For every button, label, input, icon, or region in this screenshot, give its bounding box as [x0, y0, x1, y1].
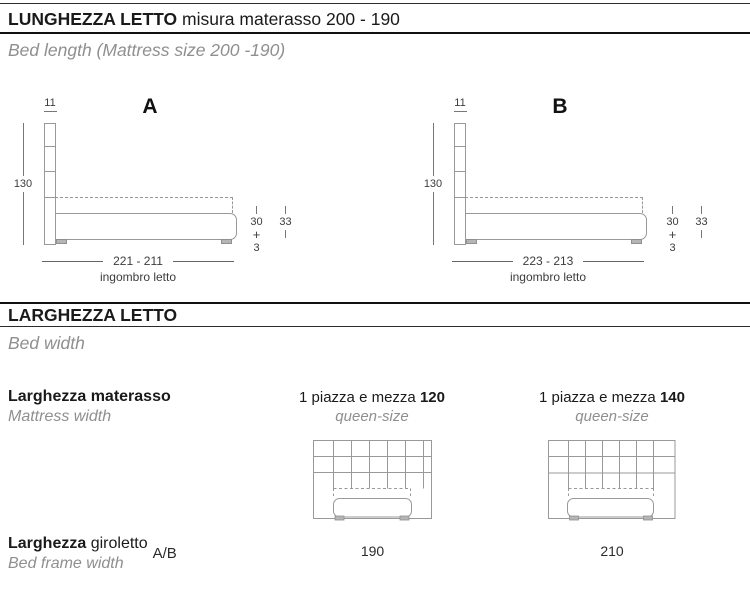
overall-length-caption: ingombro letto: [509, 270, 587, 284]
frame-width-label-lines: [8, 535, 148, 573]
size-value: 140: [659, 389, 685, 406]
total-frame-height-value: 33: [279, 216, 292, 228]
view-label-a: A: [142, 95, 158, 118]
headboard-tufting-grid: [334, 441, 424, 489]
headboard-panel-line: [455, 146, 465, 147]
overall-length-caption: ingombro letto: [99, 270, 177, 284]
bed-foot-right: [644, 516, 653, 520]
total-frame-height-value: 33: [695, 216, 708, 228]
frame-height-value: 30: [666, 216, 679, 228]
size-label: 1 piazza e mezza: [299, 389, 416, 406]
mattress-width-label-block: [8, 388, 171, 426]
bed-side-view-b: [410, 90, 750, 295]
bed-foot-left: [570, 516, 579, 520]
frame-width-label-block: [8, 535, 177, 573]
frame-width-label: [8, 535, 148, 553]
dimension-line: [23, 192, 24, 245]
size-value: 120: [419, 389, 445, 406]
headboard-panel-line: [45, 171, 55, 172]
divider-line-under-length-title: [0, 32, 750, 34]
total-frame-height-dimension: [689, 205, 714, 255]
variant-label: A/B: [152, 545, 177, 562]
bed-foot-right: [221, 239, 232, 244]
bed-foot-right: [400, 516, 409, 520]
mattress-dashed-outline: [465, 197, 643, 213]
dimension-line: [173, 261, 234, 262]
bed-front-view-140: [548, 440, 676, 527]
frame-height-dimension: [244, 205, 269, 255]
section-title-length-detail: misura materasso 200 - 190: [182, 9, 400, 29]
height-dimension: [10, 123, 36, 245]
section-title-width-main: LARGHEZZA LETTO: [8, 305, 178, 325]
height-value: 130: [423, 178, 443, 190]
frame-height-dimensions: [660, 205, 714, 255]
bed-side-view-a: [0, 90, 340, 295]
dimension-line: [42, 261, 103, 262]
dimension-tick: [701, 230, 702, 238]
feet-height-value: 3: [669, 242, 676, 254]
frame-height-dimensions: [244, 205, 298, 255]
total-frame-height-dimension: [273, 205, 298, 255]
bed-front-view-120: [313, 440, 433, 527]
section-title-length-main: LUNGHEZZA LETTO: [8, 9, 178, 29]
section-subtitle-width: Bed width: [8, 333, 85, 353]
frame-height-value: 30: [250, 216, 263, 228]
size-header-140: [530, 389, 694, 425]
frame-width-value-120: 190: [360, 543, 385, 559]
divider-line-width-section: [0, 302, 750, 304]
plus-sign: +: [252, 227, 261, 242]
bed-foot-left: [466, 239, 477, 244]
mattress-width-label: Larghezza materasso: [8, 388, 171, 405]
dimension-tick: [256, 206, 257, 214]
headboard-panel-line: [45, 146, 55, 147]
frame-width-label-bold: Larghezza: [8, 535, 87, 552]
section-title-length: [8, 9, 400, 30]
dimension-line: [433, 123, 434, 176]
height-value: 130: [13, 178, 33, 190]
dimension-tick: [285, 230, 286, 238]
headboard-panel-line: [45, 197, 55, 198]
height-dimension: [420, 123, 446, 245]
bed-frame: [55, 213, 237, 240]
frame-height-dimension: [660, 205, 685, 255]
dimension-tick: [672, 206, 673, 214]
divider-line-under-width-title: [0, 326, 750, 327]
dimension-line: [583, 261, 644, 262]
frame-width-value-140: 210: [600, 543, 624, 559]
divider-line-top: [0, 3, 750, 4]
overall-length-value: 221 - 211: [113, 254, 163, 268]
headboard-panel-line: [455, 171, 465, 172]
bed-frame-front: [568, 499, 654, 518]
feet-height-value: 3: [253, 242, 260, 254]
overall-length-value: 223 - 213: [522, 254, 574, 268]
size-title: [530, 389, 694, 406]
dimension-line: [433, 192, 434, 245]
dimension-tick: [285, 206, 286, 214]
headboard-thickness-value: 11: [454, 97, 466, 109]
bed-front-view-140-drawing: [548, 440, 676, 522]
section-subtitle-length: Bed length (Mattress size 200 -190): [8, 40, 286, 60]
headboard-tufting-grid: [569, 441, 654, 489]
headboard-panel-line: [455, 197, 465, 198]
bed-frame-front: [334, 499, 412, 518]
dimension-line: [23, 123, 24, 176]
frame-width-translation: Bed frame width: [8, 555, 124, 572]
view-label-b: B: [552, 95, 568, 118]
bed-foot-right: [631, 239, 642, 244]
headboard-thickness-dim-line: [454, 111, 467, 112]
mattress-dashed-outline: [55, 197, 233, 213]
overall-length-dimension: [452, 254, 644, 268]
size-title: [290, 389, 454, 406]
headboard-thickness-value: 11: [44, 97, 56, 109]
bed-foot-left: [56, 239, 67, 244]
bed-foot-left: [335, 516, 344, 520]
size-type-label: queen-size: [575, 408, 649, 425]
dimension-line: [452, 261, 513, 262]
size-header-120: [290, 389, 454, 425]
headboard-thickness-dim-line: [44, 111, 57, 112]
overall-length-dimension: [42, 254, 234, 268]
section-title-width: [8, 305, 177, 326]
bed-front-view-120-drawing: [313, 440, 433, 522]
bed-frame: [465, 213, 647, 240]
frame-width-label-regular: giroletto: [90, 535, 148, 552]
mattress-width-translation: Mattress width: [8, 408, 112, 425]
size-type-label: queen-size: [335, 408, 409, 425]
size-label: 1 piazza e mezza: [539, 389, 656, 406]
dimension-tick: [701, 206, 702, 214]
plus-sign: +: [668, 227, 677, 242]
